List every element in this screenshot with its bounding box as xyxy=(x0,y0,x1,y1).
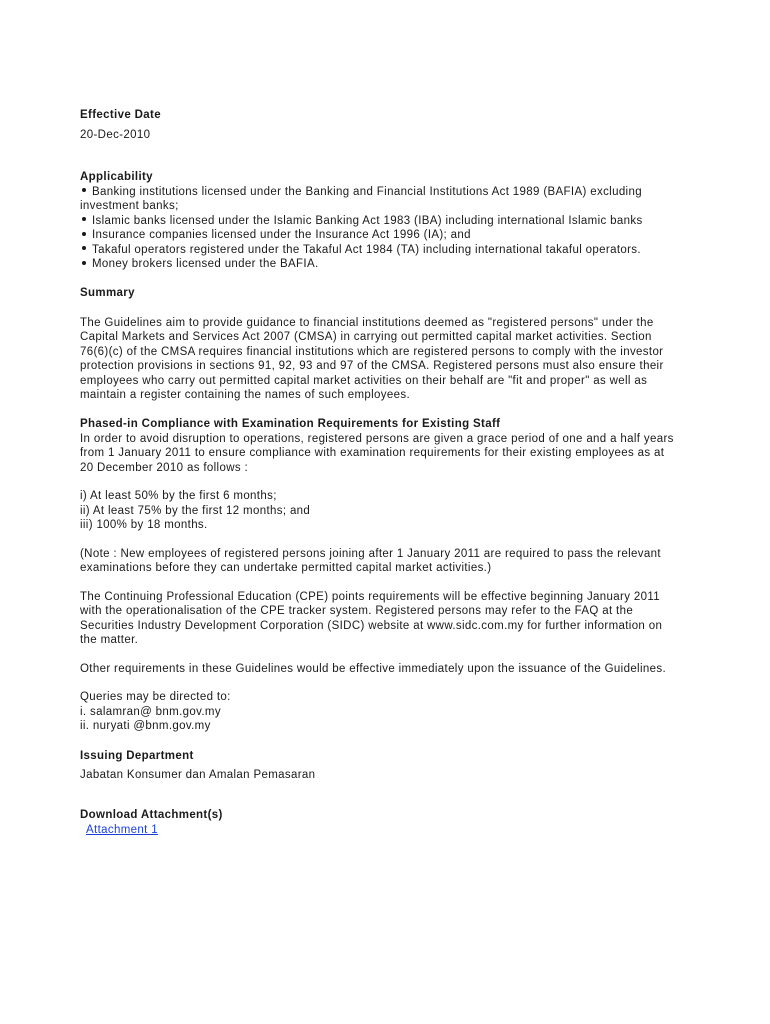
phased-heading: Phased-in Compliance with Examination Requirements for Existing Staff xyxy=(80,417,501,430)
contact-email: i. salamran@ bnm.gov.my xyxy=(80,705,221,718)
other-requirements: Other requirements in these Guidelines would be effective immediately upon the issuance of the Guidelines. xyxy=(80,662,667,675)
applicability-item: Money brokers licensed under the BAFIA. xyxy=(80,257,680,272)
summary-paragraph: The Guidelines aim to provide guidance to financial institutions deemed as "registered persons" under the Capital Markets and Services Act 2007 (CMSA) in carrying out permitted capital market activities. Section 76(6)(c) of the CMSA requires financial institutions which are registered persons to comply with the investor protection provisions in sections 91, 92, 93 and 97 of the CMSA. Registered persons must also ensure their employees who carry out permitted capital market activities on their behalf are "fit and proper" as well as maintain a register containing the names of such employees. xyxy=(80,316,664,401)
applicability-heading: Applicability xyxy=(80,170,153,183)
phased-step: iii) 100% by 18 months. xyxy=(80,519,208,531)
bullet-icon xyxy=(82,246,86,250)
document-body xyxy=(80,108,680,838)
applicability-item: Islamic banks licensed under the Islamic Banking Act 1983 (IBA) including international Islamic banks xyxy=(80,214,680,229)
attachment-link[interactable]: Attachment 1 xyxy=(86,824,158,836)
issuing-heading: Issuing Department xyxy=(80,749,194,762)
applicability-item: Insurance companies licensed under the Insurance Act 1996 (IA); and xyxy=(80,228,680,243)
phased-note: (Note : New employees of registered persons joining after 1 January 2011 are required to pass the relevant examinations before they can undertake permitted capital market activities.) xyxy=(80,547,661,574)
queries-intro: Queries may be directed to: xyxy=(80,691,231,703)
effective-date-value: 20-Dec-2010 xyxy=(80,129,151,141)
bullet-icon xyxy=(82,232,86,236)
phased-step: ii) At least 75% by the first 12 months; and xyxy=(80,504,311,517)
summary-heading: Summary xyxy=(80,286,135,299)
phased-intro: In order to avoid disruption to operations, registered persons are given a grace period of one and a half years from 1 January 2011 to ensure compliance with examination requirements for their existing employees as at 20 December 2010 as follows : xyxy=(80,432,674,474)
cpe-paragraph: The Continuing Professional Education (CPE) points requirements will be effective beginning January 2011 with the operationalisation of the CPE tracker system. Registered persons may refer to the FAQ at the Securities Industry Development Corporation (SIDC) website at www.sidc.com.my for further information on the matter. xyxy=(80,590,663,646)
phased-step: i) At least 50% by the first 6 months; xyxy=(80,490,277,502)
contact-email: ii. nuryati @bnm.gov.my xyxy=(80,720,211,732)
applicability-list xyxy=(80,185,680,272)
bullet-icon xyxy=(82,217,86,221)
download-heading: Download Attachment(s) xyxy=(80,809,223,821)
bullet-icon xyxy=(82,188,86,192)
effective-date-heading: Effective Date xyxy=(80,109,161,121)
phased-steps xyxy=(80,489,680,533)
queries-block xyxy=(80,690,680,734)
applicability-item: Banking institutions licensed under the Banking and Financial Institutions Act 1989 (BAFIA) excluding investment banks; xyxy=(80,185,642,212)
download-row xyxy=(80,823,680,838)
applicability-item: Takaful operators registered under the Takaful Act 1984 (TA) including international takaful operators. xyxy=(80,243,680,258)
issuing-value: Jabatan Konsumer dan Amalan Pemasaran xyxy=(80,768,316,781)
bullet-icon xyxy=(82,261,86,265)
